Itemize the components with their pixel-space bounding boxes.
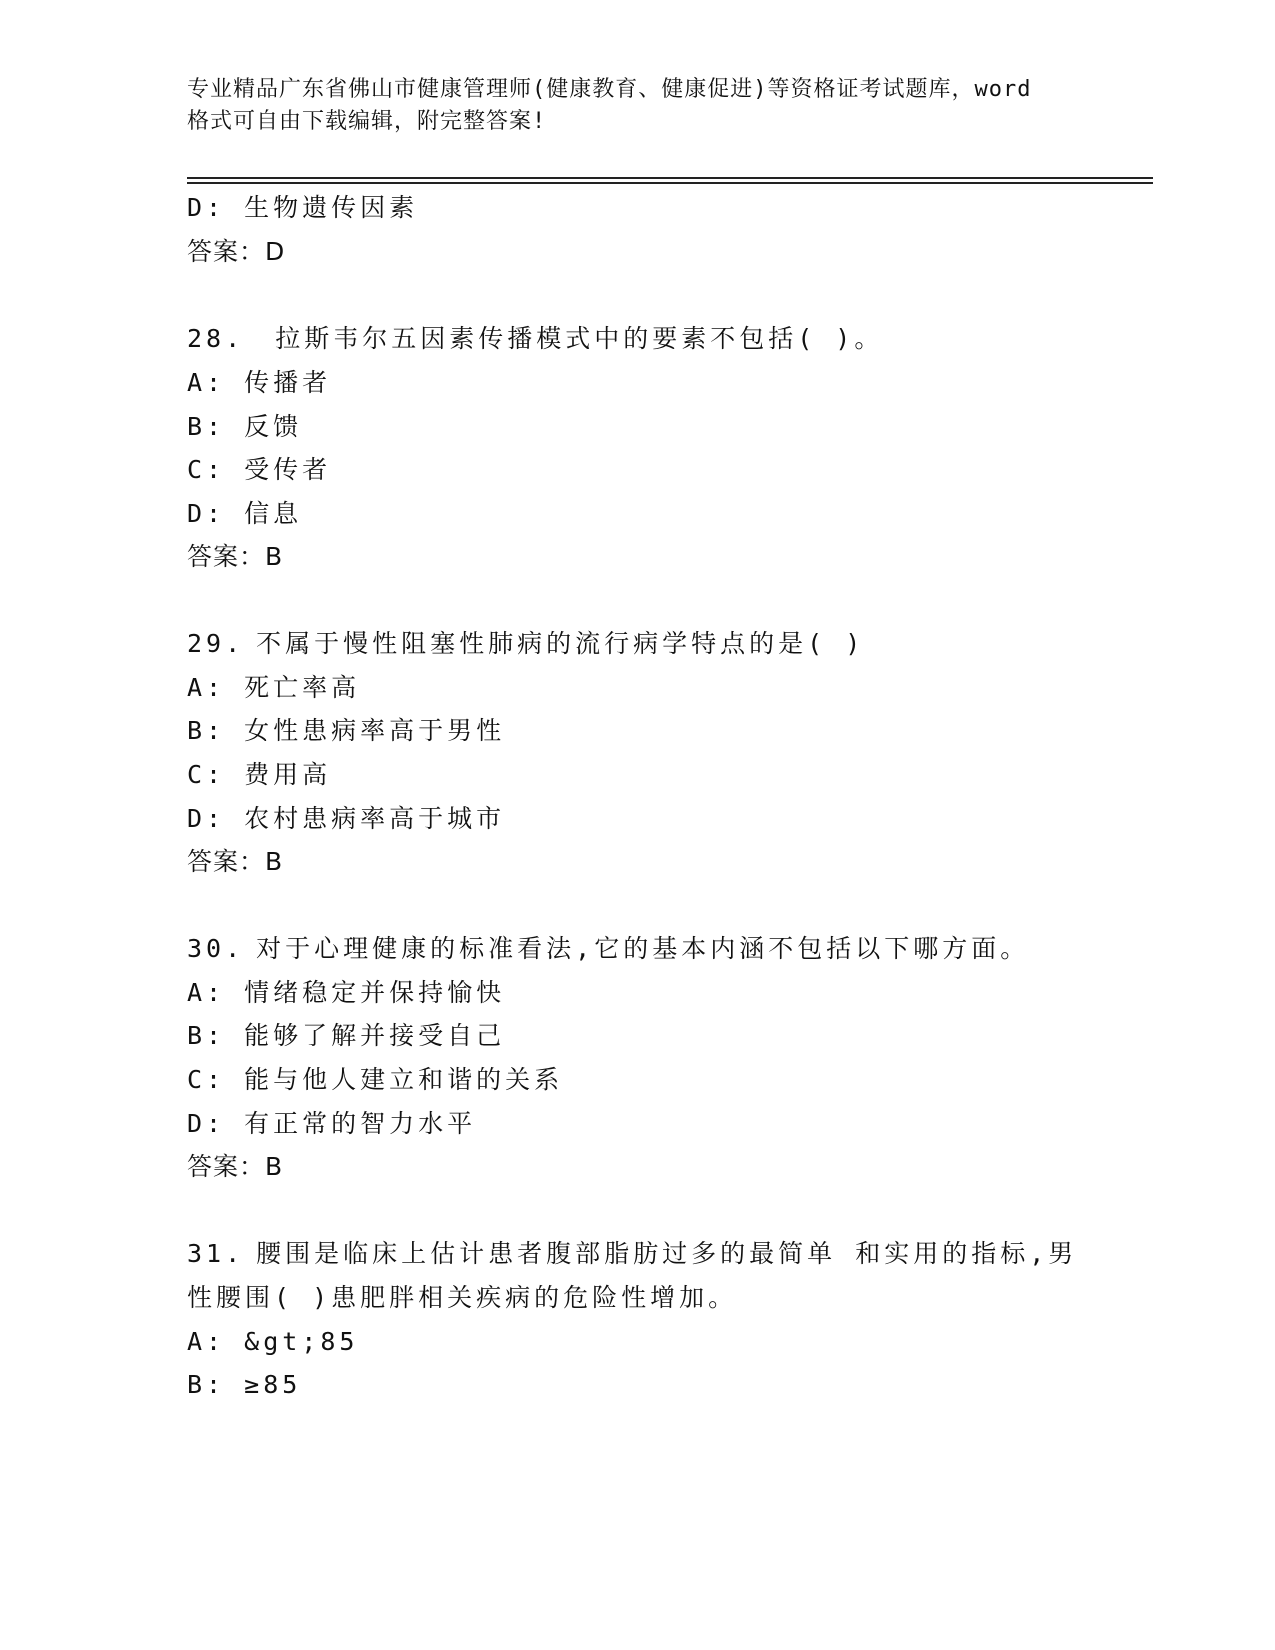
header-line-1: 专业精品广东省佛山市健康管理师(健康教育、健康促进)等资格证考试题库，word <box>187 77 1032 102</box>
question-text: 拉斯韦尔五因素传播模式中的要素不包括( )。 <box>256 324 884 353</box>
option-b: B: 能够了解并接受自己 <box>187 1021 506 1050</box>
option-b: B: 反馈 <box>187 412 303 441</box>
question-text: 不属于慢性阻塞性肺病的流行病学特点的是( ) <box>256 629 865 658</box>
header-divider-bottom <box>187 182 1153 184</box>
answer-line: 答案：B <box>187 542 284 571</box>
question-stem <box>187 933 1029 965</box>
option-d: D: 有正常的智力水平 <box>187 1109 477 1138</box>
option-c: C: 费用高 <box>187 760 332 789</box>
question-number: 29. <box>187 629 245 658</box>
question-number: 30. <box>187 934 245 963</box>
question-number: 31. <box>187 1239 245 1268</box>
answer-line: 答案：D <box>187 237 286 266</box>
option-d: D: 信息 <box>187 499 303 528</box>
question-text: 对于心理健康的标准看法,它的基本内涵不包括以下哪方面。 <box>256 934 1030 963</box>
header-divider-top <box>187 177 1153 179</box>
header-line-2: 格式可自由下载编辑，附完整答案! <box>187 109 547 134</box>
option-a: A: 传播者 <box>187 368 332 397</box>
answer-line: 答案：B <box>187 847 284 876</box>
question-number: 28. <box>187 324 245 353</box>
option-b: B: ≥85 <box>187 1370 302 1399</box>
question-text-line-2: 性腰围( )患肥胖相关疾病的危险性增加。 <box>187 1283 738 1312</box>
option-d: D: 农村患病率高于城市 <box>187 804 506 833</box>
document-header <box>187 74 1107 138</box>
option-a: A: 情绪稳定并保持愉快 <box>187 978 506 1007</box>
question-stem <box>187 323 883 355</box>
question-text-line-1: 腰围是临床上估计患者腹部脂肪过多的最简单 和实用的指标,男 <box>256 1239 1078 1268</box>
option-a: A: &gt;85 <box>187 1327 359 1356</box>
question-stem <box>187 1238 1077 1270</box>
option-c: C: 能与他人建立和谐的关系 <box>187 1065 564 1094</box>
option-d: D: 生物遗传因素 <box>187 193 419 222</box>
option-c: C: 受传者 <box>187 455 332 484</box>
option-b: B: 女性患病率高于男性 <box>187 716 506 745</box>
option-a: A: 死亡率高 <box>187 673 361 702</box>
answer-line: 答案：B <box>187 1152 284 1181</box>
question-stem <box>187 628 864 660</box>
